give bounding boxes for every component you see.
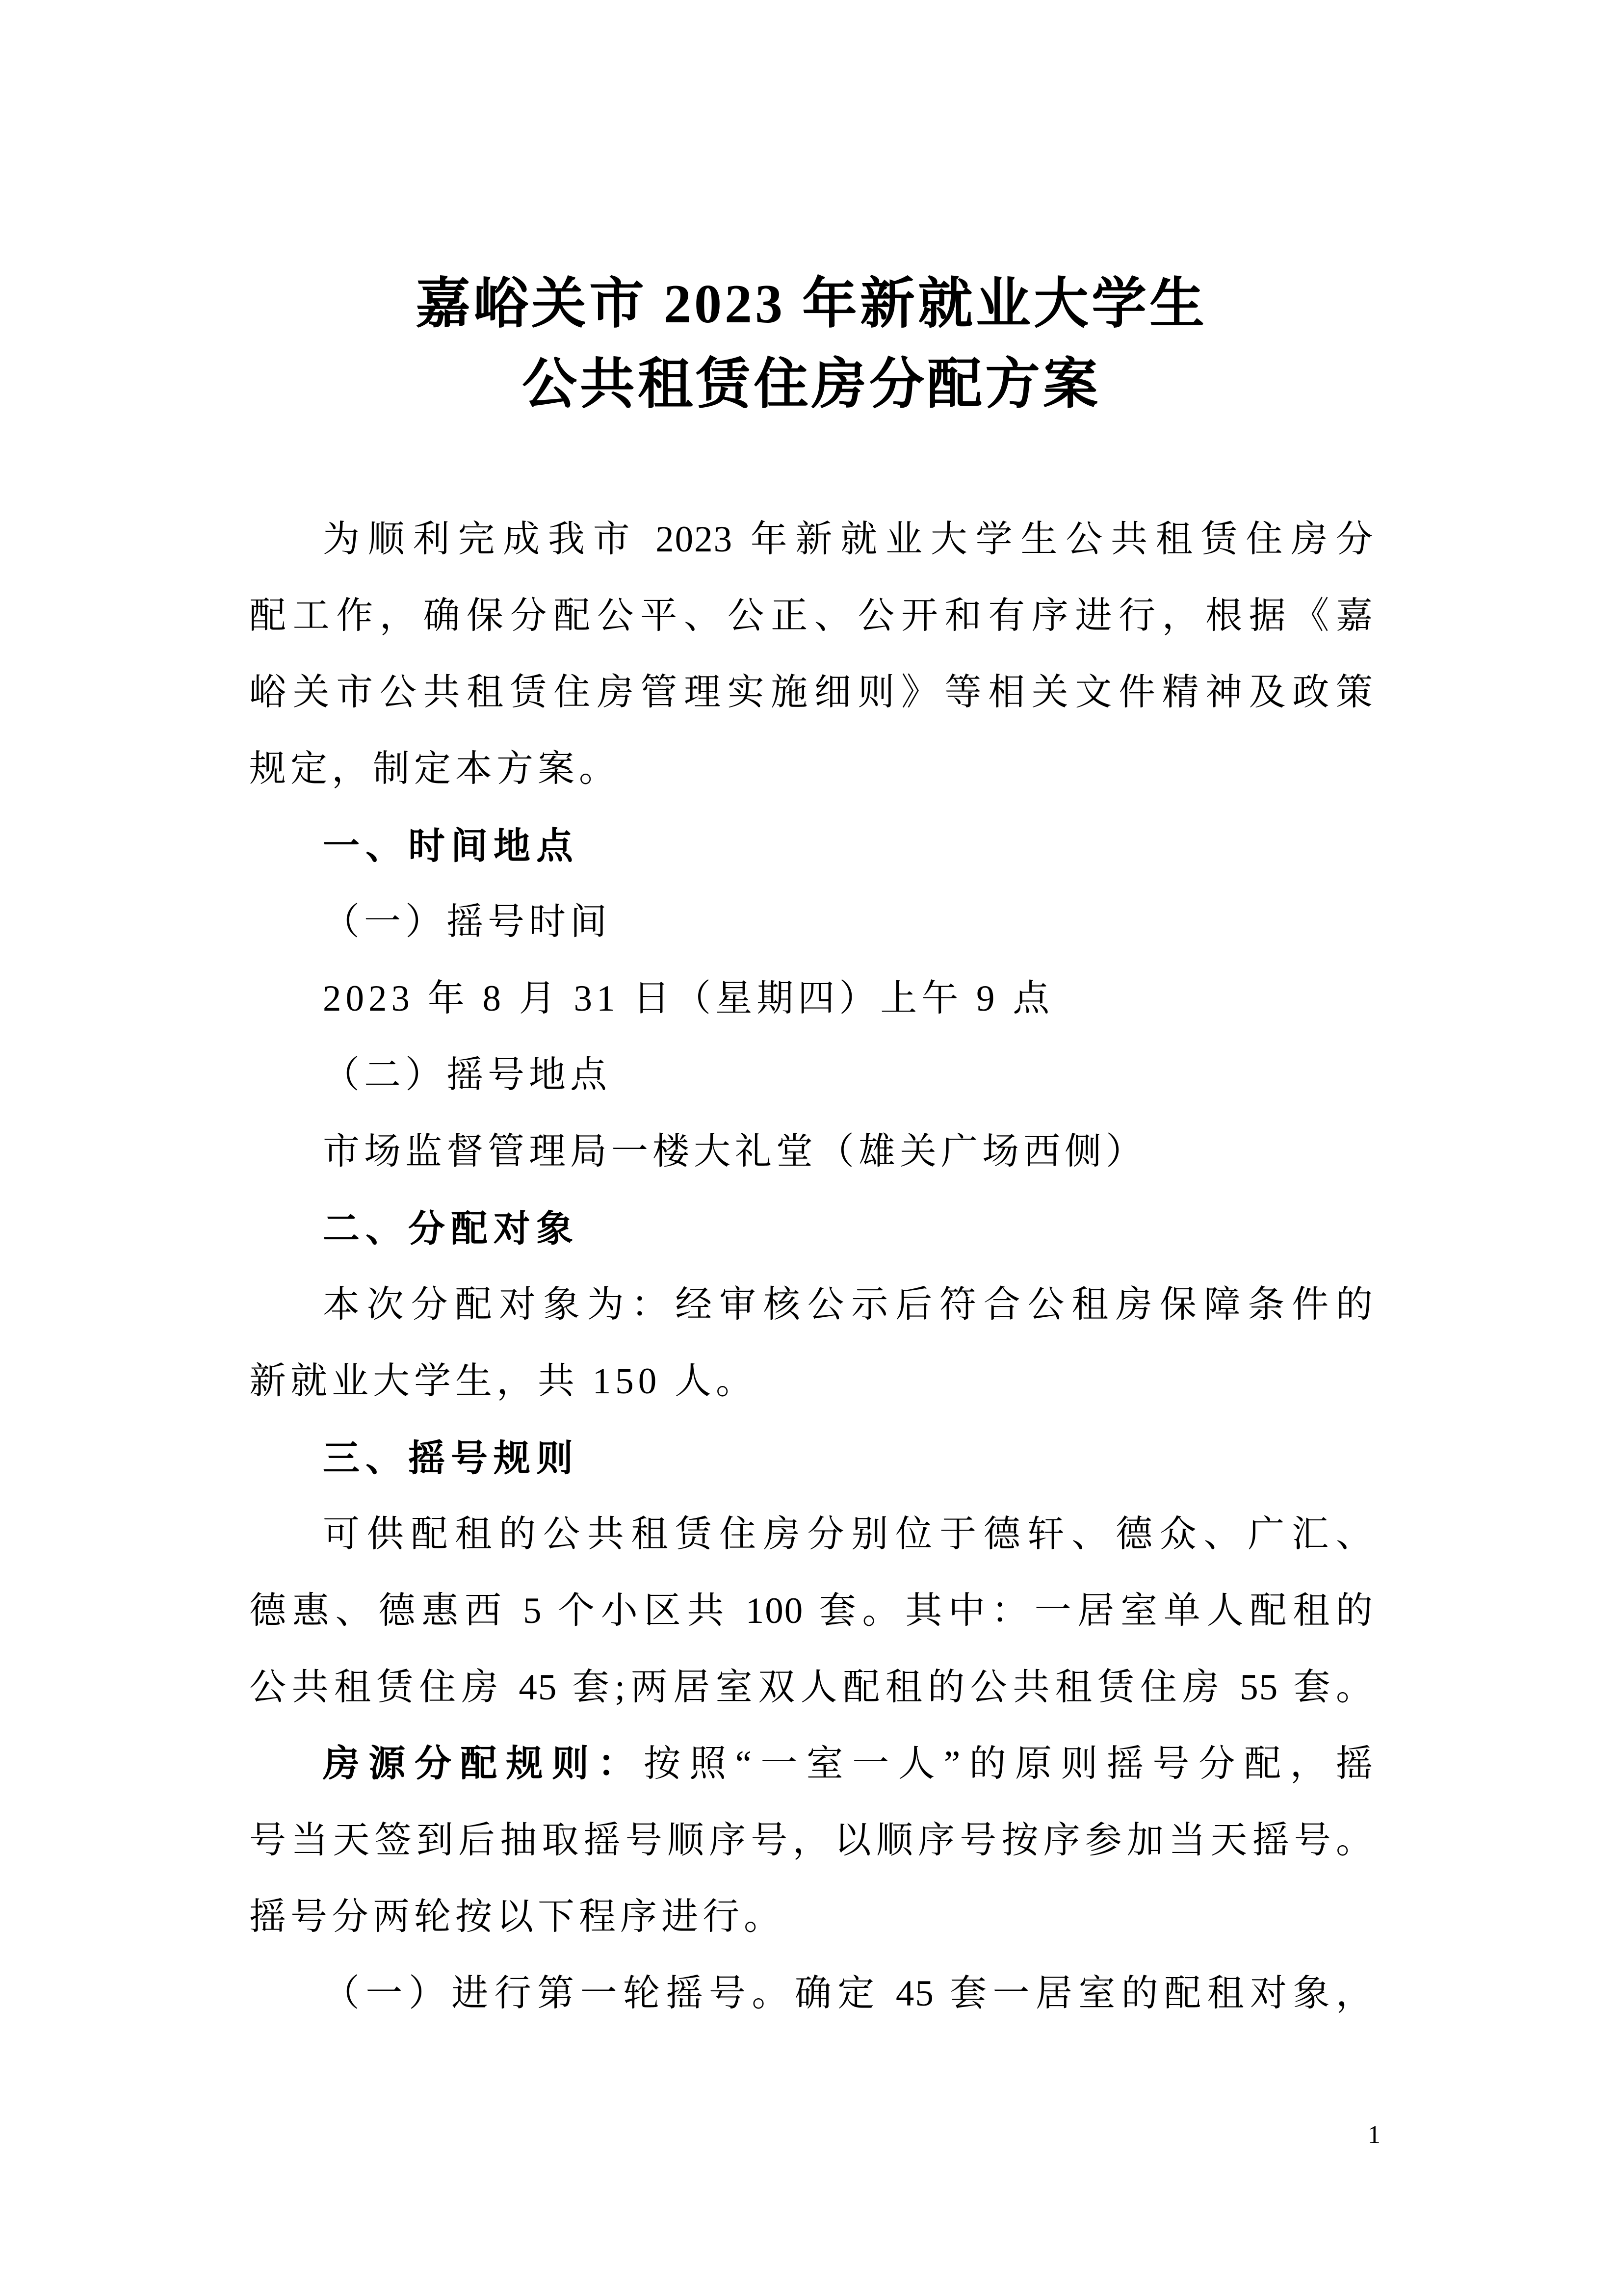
document-title: [249, 264, 1374, 425]
section-2-heading: 二、分配对象: [323, 1208, 579, 1249]
intro-line-2: 配工作，确保分配公平、公正、公开和有序进行，根据《嘉: [249, 596, 1374, 636]
title-line-2: 公共租赁住房分配方案: [522, 354, 1101, 415]
section-2-line-1: 本次分配对象为：经审核公示后符合公租房保障条件的: [323, 1284, 1374, 1325]
intro-line-3: 峪关市公共租赁住房管理实施细则》等相关文件精神及政策: [249, 672, 1374, 713]
allocation-rule-text: 按照“一室一人”的原则摇号分配，摇: [643, 1744, 1374, 1784]
section-1-heading: 一、时间地点: [323, 825, 579, 866]
intro-line-1: 为顺利完成我市 2023 年新就业大学生公共租赁住房分: [323, 519, 1374, 560]
allocation-rule-line-2: 号当天签到后抽取摇号顺序号，以顺序号按序参加当天摇号。: [249, 1820, 1374, 1861]
allocation-rule-line-1: [249, 1726, 1374, 1802]
intro-line-4: 规定，制定本方案。: [249, 749, 621, 789]
section-2-line-2: 新就业大学生，共 150 人。: [249, 1361, 757, 1402]
section-3-line-1: 可供配租的公共租赁住房分别位于德轩、德众、广汇、: [323, 1514, 1374, 1555]
title-line-1: 嘉峪关市 2023 年新就业大学生: [416, 274, 1207, 335]
allocation-rule-line-3: 摇号分两轮按以下程序进行。: [249, 1897, 785, 1937]
round-1-line: （一）进行第一轮摇号。确定 45 套一居室的配租对象，: [323, 1973, 1374, 2014]
lottery-location-line: 市场监督管理局一楼大礼堂（雄关广场西侧）: [323, 1131, 1147, 1172]
section-1-sub-1: （一）摇号时间: [323, 902, 612, 942]
allocation-rule-label: 房源分配规则：: [323, 1744, 644, 1784]
document-body: [249, 501, 1374, 2032]
section-3-heading: 三、摇号规则: [323, 1437, 579, 1479]
lottery-time-line: 2023 年 8 月 31 日（星期四）上午 9 点: [323, 978, 1054, 1019]
section-3-line-2: 德惠、德惠西 5 个小区共 100 套。其中：一居室单人配租的: [249, 1591, 1374, 1631]
section-1-sub-2: （二）摇号地点: [323, 1055, 612, 1096]
page-number: 1: [1368, 2121, 1381, 2149]
section-3-line-3: 公共租赁住房 45 套;两居室双人配租的公共租赁住房 55 套。: [249, 1667, 1374, 1708]
